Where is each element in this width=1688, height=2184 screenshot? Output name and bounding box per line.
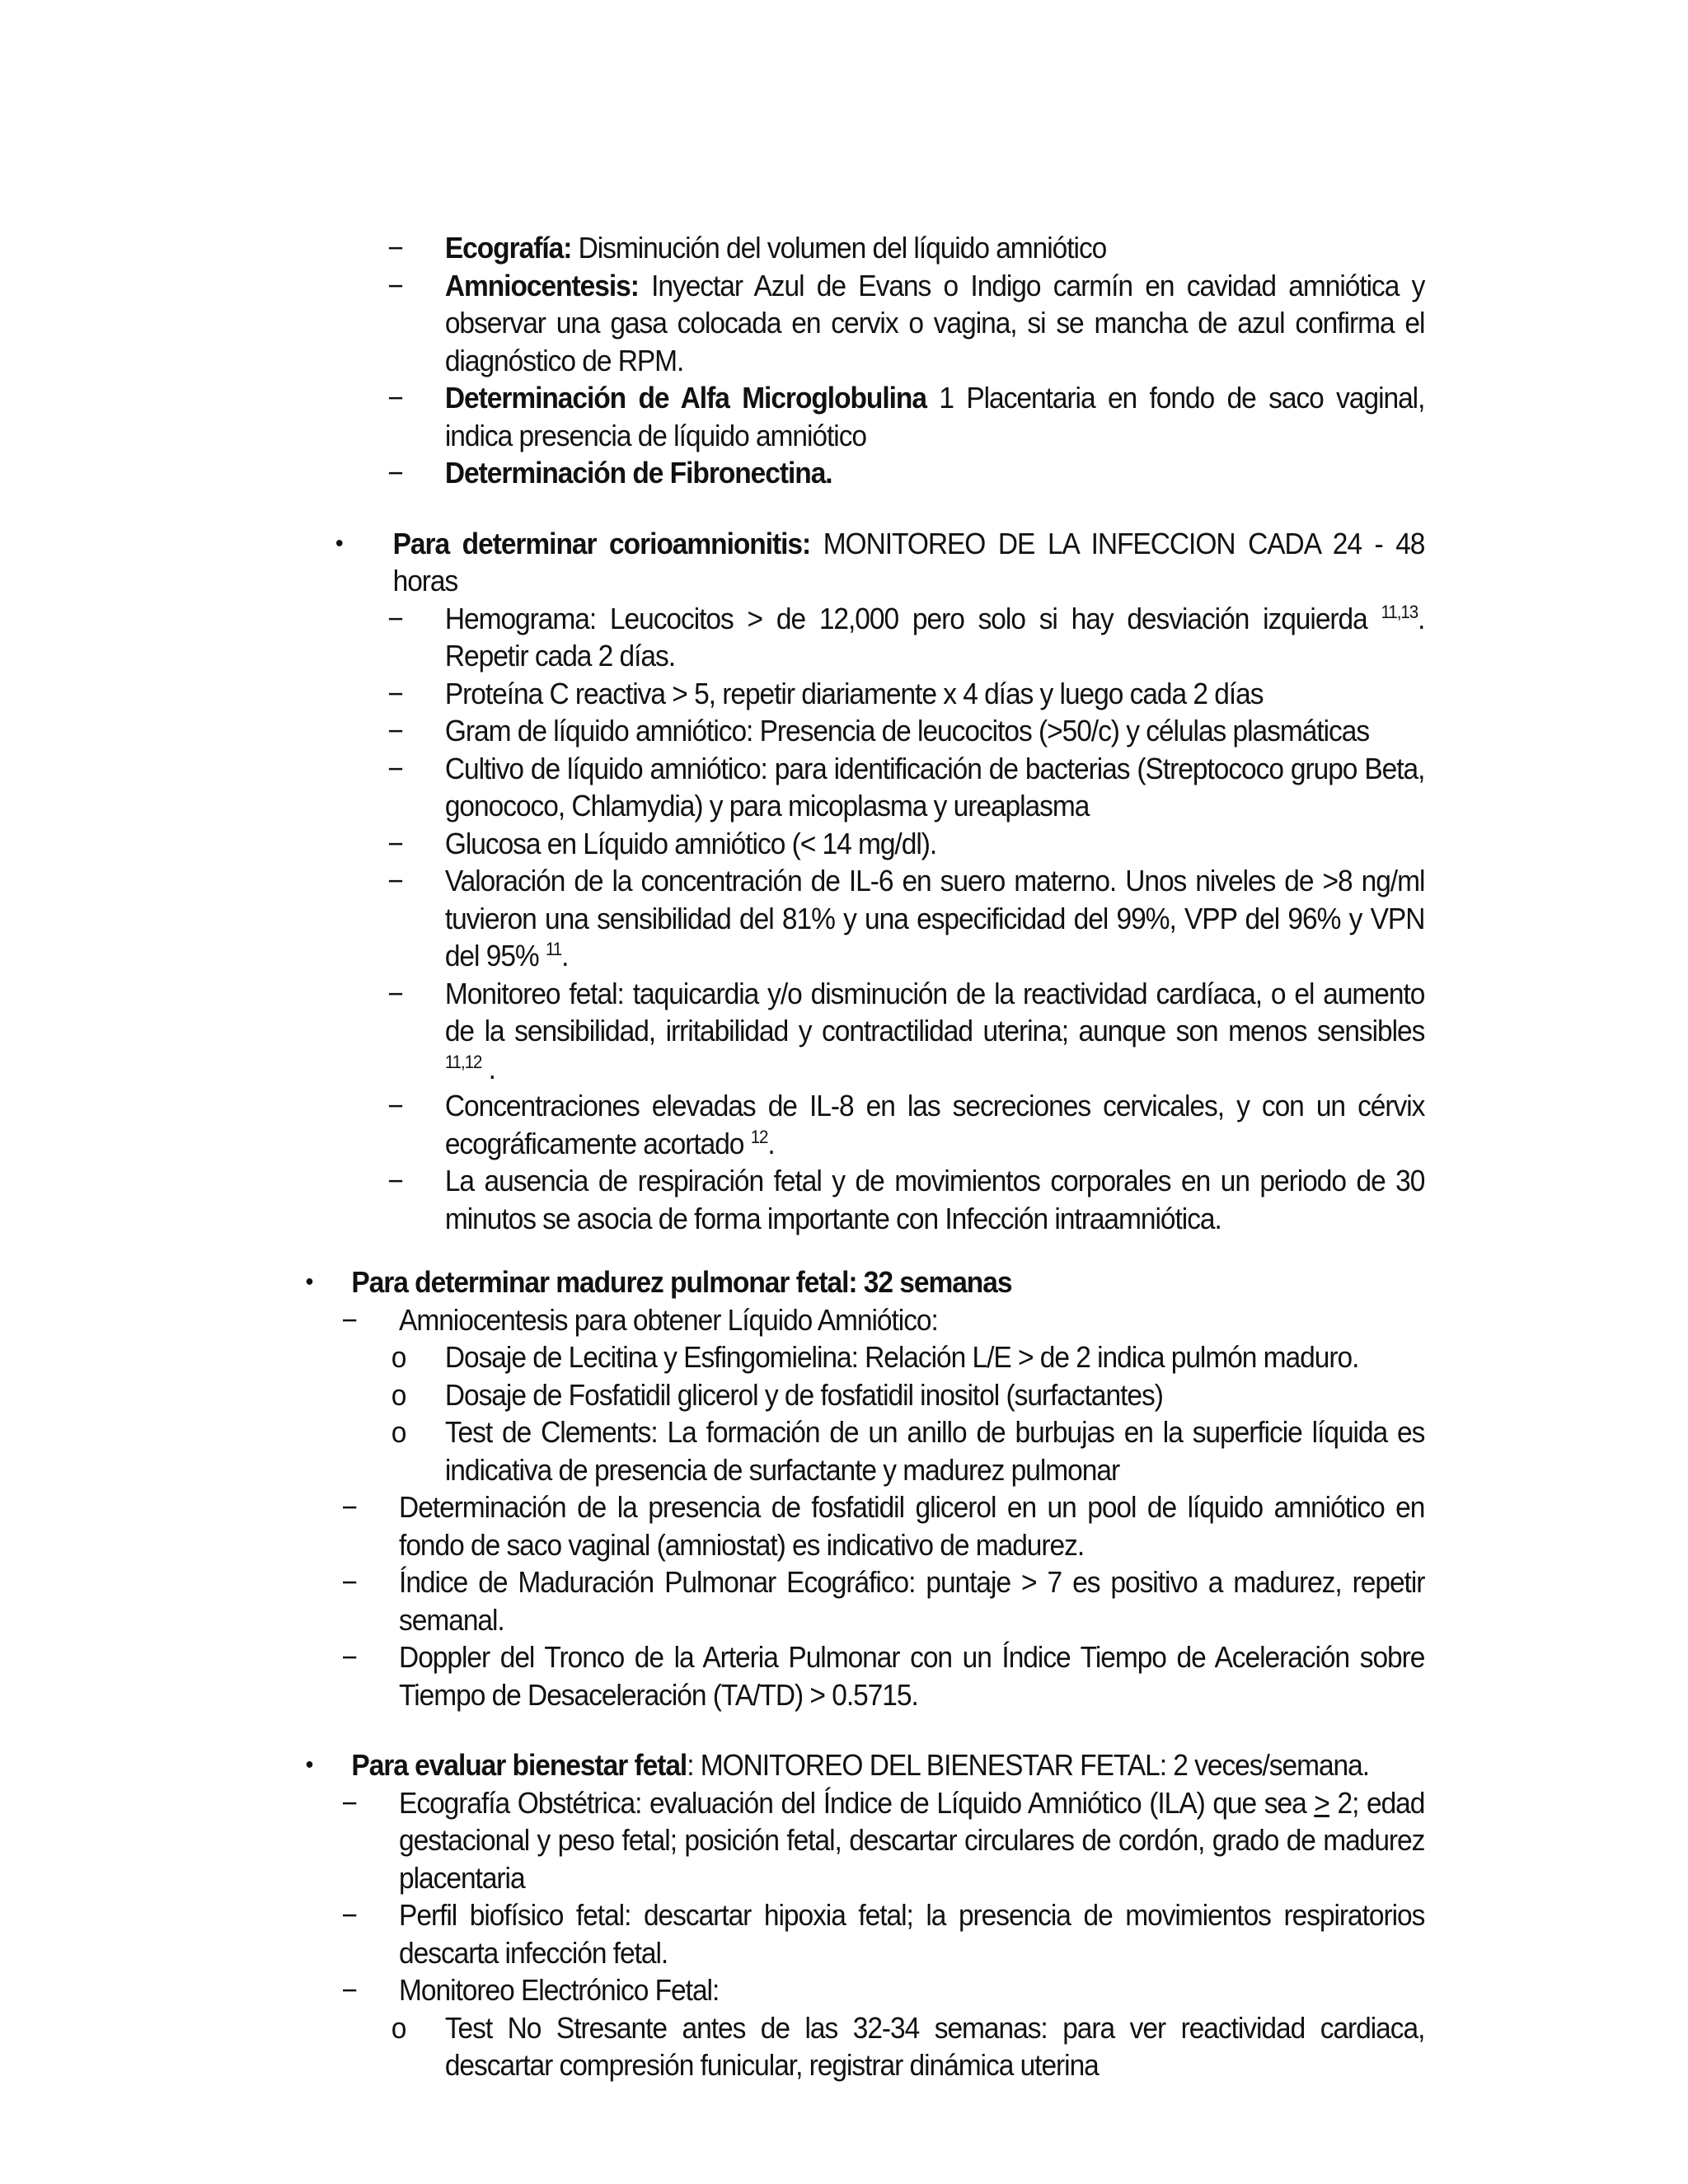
list-item: − Monitoreo fetal: taquicardia y/o disminución de la reactividad cardíaca, o el aumento de la sensibilidad, irritabilidad y contractilidad uterina; aunque son menos sensibles $^{11,12}$ . [301, 975, 1424, 1088]
spacer [301, 492, 1424, 525]
dash-marker: − [387, 456, 403, 490]
dash-marker: − [387, 231, 403, 265]
dash-marker: − [341, 1490, 357, 1524]
dash-marker: − [341, 1973, 357, 2007]
spacer [301, 1713, 1424, 1746]
list-item [301, 267, 1424, 380]
list-item: − Valoración de la concentración de IL-6 en suero materno. Unos niveles de >8 ng/ml tuvieron una sensibilidad del 81% y una especificidad del 99%, VPP del 96% y VPN del 95% $^{11}$. [301, 862, 1424, 975]
item-term: Ecografía: [444, 231, 572, 265]
heading-text: Para evaluar bienestar fetal [351, 1748, 687, 1782]
spacer [301, 1237, 1424, 1263]
dash-marker: − [387, 751, 403, 785]
heading-text: Para determinar madurez pulmonar fetal: 32 semanas [351, 1265, 1012, 1299]
section-heading-bienestar-fetal [301, 1746, 1424, 1784]
sub-list-item: o Test de Clements: La formación de un anillo de burbujas en la superficie líquida es indicativa de presencia de surfactante y madurez pulmonar [301, 1413, 1424, 1488]
citation: 11 [545, 939, 562, 959]
item-text: 1 Placentaria en fondo de saco vaginal, indica presencia de líquido amniótico [444, 381, 1425, 452]
sub-list-item: o Test No Stresante antes de las 32-34 semanas: para ver reactividad cardiaca, descartar compresión funicular, registrar dinámica uterina [301, 2009, 1424, 2084]
geq-symbol: > [1314, 1785, 1329, 1820]
list-item: − Ecografía Obstétrica: evaluación del Índice de Líquido Amniótico (ILA) que sea > 2; edad gestacional y peso fetal; posición fetal, descartar circulares de cordón, grado de madurez placentaria [301, 1784, 1424, 1897]
section-heading-madurez-pulmonar [301, 1263, 1424, 1301]
list-item: − Monitoreo Electrónico Fetal: [301, 1971, 1424, 2009]
item-term: Amniocentesis: [444, 268, 639, 302]
list-item: − Amniocentesis para obtener Líquido Amniótico: [301, 1301, 1424, 1339]
sub-list-item: o Dosaje de Fosfatidil glicerol y de fosfatidil inositol (surfactantes) [301, 1376, 1424, 1414]
bullet-marker: • [305, 1268, 313, 1296]
dash-marker: − [387, 1164, 403, 1197]
dash-marker: − [341, 1785, 357, 1820]
list-item: − Doppler del Tronco de la Arteria Pulmonar con un Índice Tiempo de Aceleración sobre Tiempo de Desaceleración (TA/TD) > 0.5715. [301, 1638, 1424, 1713]
circle-marker: o [391, 1377, 406, 1412]
sub-list-item: o Dosaje de Lecitina y Esfingomielina: Relación L/E > de 2 indica pulmón maduro. [301, 1338, 1424, 1376]
circle-marker: o [391, 1415, 406, 1449]
dash-marker: − [387, 268, 403, 302]
dash-marker: − [341, 1565, 357, 1599]
dash-marker: − [387, 826, 403, 860]
list-item [301, 379, 1424, 454]
heading-text: Para determinar corioamnionitis: [392, 526, 811, 560]
dash-marker: − [387, 864, 403, 898]
item-term: Determinación de Alfa Microglobulina [444, 381, 926, 415]
list-item [301, 454, 1424, 492]
circle-marker: o [391, 2010, 406, 2045]
dash-marker: − [387, 676, 403, 710]
dash-marker: − [387, 976, 403, 1010]
list-item: − Hemograma: Leucocitos > de 12,000 pero solo si hay desviación izquierda $^{11,13}$. Repetir cada 2 días. [301, 600, 1424, 675]
list-item: − Proteína C reactiva > 5, repetir diariamente x 4 días y luego cada 2 días [301, 675, 1424, 713]
dash-marker: − [387, 381, 403, 415]
bullet-marker: • [305, 1751, 313, 1779]
dash-marker: − [387, 714, 403, 748]
citation: 11,13 [1381, 601, 1418, 622]
list-item [301, 229, 1424, 267]
list-item: − Gram de líquido amniótico: Presencia de leucocitos (>50/c) y células plasmáticas [301, 712, 1424, 750]
dash-marker: − [341, 1302, 357, 1337]
list-item: − Determinación de la presencia de fosfatidil glicerol en un pool de líquido amniótico en fondo de saco vaginal (amniostat) es indicativo de madurez. [301, 1488, 1424, 1563]
heading-rest: MONITOREO DE LA INFECCION CADA 24 - 48 horas [392, 526, 1425, 598]
heading-rest: : MONITOREO DEL BIENESTAR FETAL: 2 veces/semana. [687, 1748, 1370, 1782]
item-term: Determinación de Fibronectina. [444, 456, 832, 490]
list-item: − Concentraciones elevadas de IL-8 en las secreciones cervicales, y con un cérvix ecográficamente acortado $^{12}$. [301, 1087, 1424, 1162]
citation: 12 [750, 1126, 768, 1147]
dash-marker: − [341, 1640, 357, 1674]
list-item: − Cultivo de líquido amniótico: para identificación de bacterias (Streptococo grupo Beta, gonococo, Chlamydia) y para micoplasma y ureaplasma [301, 750, 1424, 825]
section-heading-corioamnionitis [301, 525, 1424, 600]
circle-marker: o [391, 1340, 406, 1374]
document-content [301, 229, 1424, 2084]
bullet-marker: • [335, 529, 343, 557]
citation: 11,12 [444, 1051, 482, 1072]
list-item: − Glucosa en Líquido amniótico (< 14 mg/dl). [301, 825, 1424, 863]
item-text: Disminución del volumen del líquido amniótico [571, 231, 1107, 265]
dash-marker: − [387, 601, 403, 635]
list-item: − Perfil biofísico fetal: descartar hipoxia fetal; la presencia de movimientos respiratorios descarta infección fetal. [301, 1896, 1424, 1971]
list-item: − Índice de Maduración Pulmonar Ecográfico: puntaje > 7 es positivo a madurez, repetir semanal. [301, 1563, 1424, 1638]
item-text: Inyectar Azul de Evans o Indigo carmín en cavidad amniótica y observar una gasa colocada en cervix o vagina, si se mancha de azul confirma el diagnóstico de RPM. [444, 268, 1425, 377]
list-item: − La ausencia de respiración fetal y de movimientos corporales en un periodo de 30 minutos se asocia de forma importante con Infección intraamniótica. [301, 1162, 1424, 1237]
dash-marker: − [387, 1089, 403, 1122]
dash-marker: − [341, 1898, 357, 1932]
